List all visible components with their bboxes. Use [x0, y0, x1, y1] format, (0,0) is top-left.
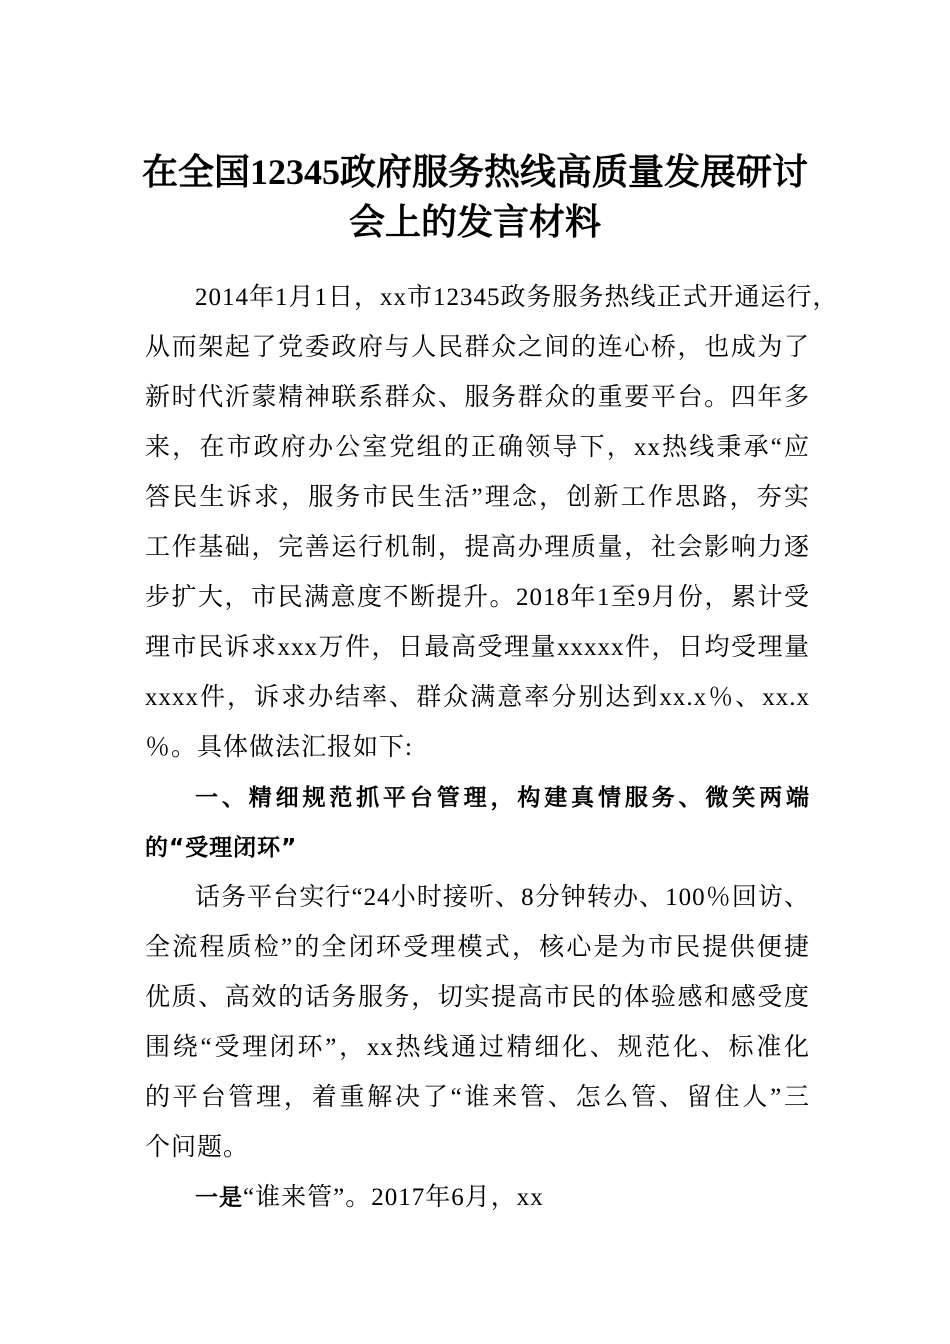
text-line: 2014年1月1日，xx市12345政务服务热线正式开通运行，	[195, 284, 839, 311]
text-line: 话务平台实行“24小时接听、8分钟转办、100％回访、	[195, 884, 810, 911]
text-line: 步扩大，市民满意度不断提升。2018年1至9月份，累计受	[145, 584, 810, 611]
heading-line: 的“受理闭环”	[145, 835, 298, 861]
text-line: 理市民诉求xxx万件，日最高受理量xxxxx件，日均受理量	[145, 634, 810, 661]
text-line: 答民生诉求，服务市民生活”理念，创新工作思路，夯实	[145, 484, 810, 511]
text-line: 优质、高效的话务服务，切实提高市民的体验感和感受度	[145, 984, 810, 1011]
text-line: 围绕“受理闭环”，xx热线通过精细化、规范化、标准化	[145, 1034, 810, 1061]
text-line: 来，在市政府办公室党组的正确领导下，xx热线秉承“应	[145, 434, 810, 461]
point-text: “谁来管”。2017年6月，xx	[243, 1184, 544, 1211]
paragraph-intro	[145, 273, 839, 773]
text-line: 工作基础，完善运行机制，提高办理质量，社会影响力逐	[145, 534, 810, 561]
text-line: 的平台管理，着重解决了“谁来管、怎么管、留住人”三	[145, 1084, 810, 1111]
text-line: 全流程质检”的全闭环受理模式，核心是为市民提供便捷	[145, 934, 810, 961]
section-heading-1	[145, 773, 810, 873]
text-line: 个问题。	[145, 1134, 250, 1161]
paragraph-first-point	[145, 1173, 810, 1223]
text-line: 从而架起了党委政府与人民群众之间的连心桥，也成为了	[145, 334, 810, 361]
title-line-2: 会上的发言材料	[348, 202, 601, 242]
text-line: 新时代沂蒙精神联系群众、服务群众的重要平台。四年多	[145, 384, 810, 411]
heading-line: 一、精细规范抓平台管理，构建真情服务、微笑两端	[195, 785, 810, 811]
paragraph-platform	[145, 873, 810, 1173]
document-body	[145, 273, 839, 1223]
text-line: xxxx件，诉求办结率、群众满意率分别达到xx.x％、xx.x	[145, 684, 810, 711]
title-line-1: 在全国12345政府服务热线高质量发展研讨	[141, 152, 808, 192]
point-label: 一是	[195, 1185, 243, 1211]
text-line: ％。具体做法汇报如下:	[145, 734, 413, 761]
